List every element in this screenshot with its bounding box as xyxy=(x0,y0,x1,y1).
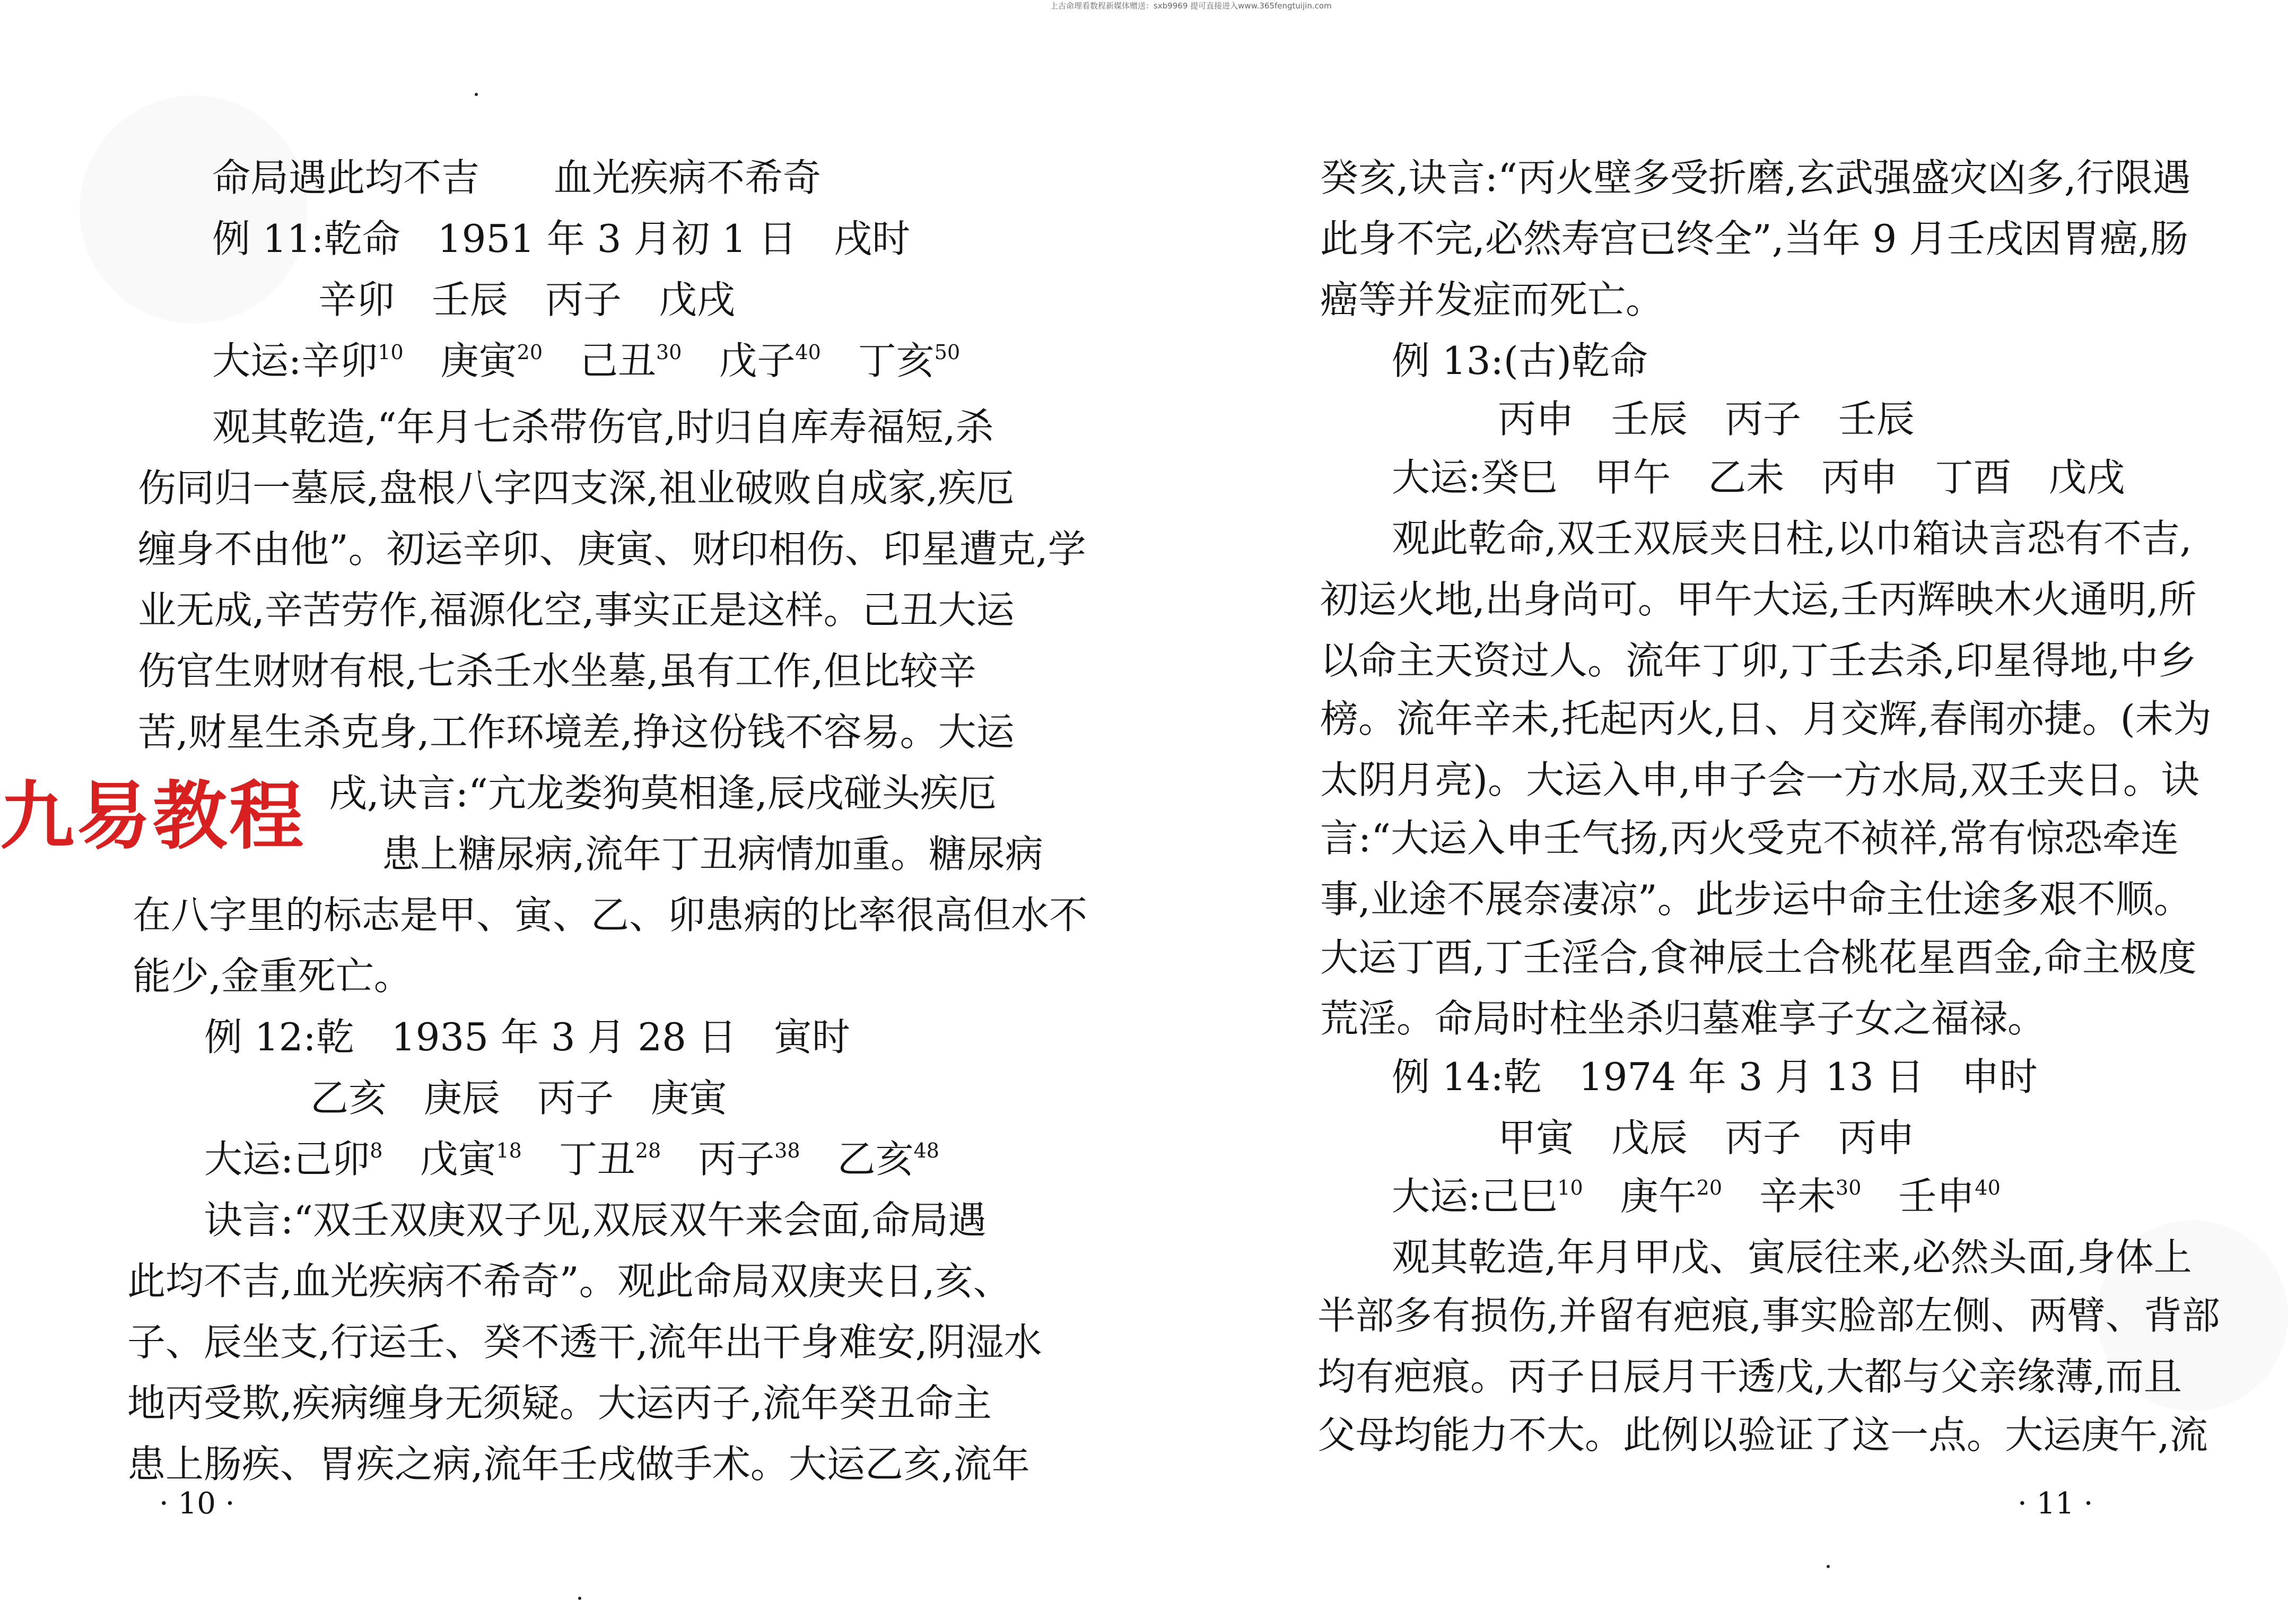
paragraph-line: 地丙受欺,疾病缠身无须疑。大运丙子,流年癸丑命主 xyxy=(127,1381,992,1425)
bazi-pillars: 乙亥 庚辰 丙子 庚寅 xyxy=(310,1076,728,1120)
speck xyxy=(578,1597,581,1600)
paragraph-line: 缠身不由他”。初运辛卯、庚寅、财印相伤、印星遭克,学 xyxy=(138,527,1086,571)
paragraph-line: 大运丁酉,丁壬淫合,食神辰土合桃花星酉金,命主极度 xyxy=(1320,935,2197,980)
paragraph-line: 均有疤痕。丙子日辰月干透戊,大都与父亲缘薄,而且 xyxy=(1317,1354,2182,1399)
paragraph-line: 观其乾造,“年月七杀带伤官,时归自库寿福短,杀 xyxy=(212,405,994,449)
paragraph-line: 患上糖尿病,流年丁丑病情加重。糖尿病 xyxy=(382,832,1043,876)
paragraph-line: 戌,诀言:“亢龙娄狗莫相逢,辰戌碰头疾厄 xyxy=(329,771,997,815)
paragraph-line: 此均不吉,血光疾病不希奇”。观此命局双庚夹日,亥、 xyxy=(127,1259,1011,1303)
paragraph-line: 荒淫。命局时柱坐杀归墓难享子女之福禄。 xyxy=(1320,996,2046,1041)
header-note: 上古命理看数程新媒体赠送：sxb9969 提可直接进入www.365fengtuijin.com xyxy=(1050,1,1332,11)
page-number: · 10 · xyxy=(159,1486,235,1521)
paragraph-line: 苦,财星生杀克身,工作环境差,挣这份钱不容易。大运 xyxy=(138,710,1015,754)
paragraph-line: 此身不完,必然寿宫已终全”,当年 9 月壬戌因胃癌,肠 xyxy=(1320,216,2189,261)
luck-cycles: 大运:己卯$^8$ 戊寅$^{18}$ 丁丑$^{28}$ 丙子$^{38}$ 乙亥$^{48}$ xyxy=(204,1137,939,1181)
paragraph-line: 榜。流年辛未,托起丙火,日、月交辉,春闱亦捷。(未为 xyxy=(1320,697,2212,741)
paragraph-line: 言:“大运入申壬气扬,丙火受克不祯祥,常有惊恐牵连 xyxy=(1320,816,2179,860)
paragraph-line: 诀言:“双壬双庚双子见,双辰双午来会面,命局遇 xyxy=(204,1198,987,1242)
paragraph-line: 太阴月亮)。大运入申,申子会一方水局,双壬夹日。诀 xyxy=(1320,758,2199,802)
paragraph-line: 能少,金重死亡。 xyxy=(133,954,412,998)
paragraph-line: 癌等并发症而死亡。 xyxy=(1320,277,1664,322)
bazi-pillars: 辛卯 壬辰 丙子 戊戌 xyxy=(318,277,736,322)
verse-line: 命局遇此均不吉 血光疾病不希奇 xyxy=(212,155,822,200)
page-number: · 11 · xyxy=(2018,1486,2093,1521)
bazi-pillars: 丙申 壬辰 丙子 壬辰 xyxy=(1498,397,1915,441)
paragraph-line: 伤同归一墓辰,盘根八字四支深,祖业破败自成家,疾厄 xyxy=(138,466,1015,510)
paragraph-line: 在八字里的标志是甲、寅、乙、卯患病的比率很高但水不 xyxy=(133,893,1088,937)
example-heading: 例 14:乾 1974 年 3 月 13 日 申时 xyxy=(1392,1055,2038,1099)
paragraph-line: 父母均能力不大。此例以验证了这一点。大运庚午,流 xyxy=(1317,1413,2208,1457)
paragraph-line: 事,业途不展奈凄凉”。此步运中命主仕途多艰不顺。 xyxy=(1320,877,2192,921)
paragraph-line: 观此乾命,双壬双辰夹日柱,以巾箱诀言恐有不吉, xyxy=(1392,516,2192,561)
speck xyxy=(475,93,478,96)
luck-cycles: 大运:己巳$^{10}$ 庚午$^{20}$ 辛未$^{30}$ 壬申$^{40}$ xyxy=(1392,1174,2001,1218)
paragraph-line: 伤官生财财有根,七杀壬水坐墓,虽有工作,但比较辛 xyxy=(138,649,976,693)
paragraph-line: 业无成,辛苦劳作,福源化空,事实正是这样。己丑大运 xyxy=(138,588,1015,632)
example-heading: 例 13:(古)乾命 xyxy=(1392,338,1648,383)
paragraph-line: 半部多有损伤,并留有疤痕,事实脸部左侧、两臂、背部 xyxy=(1317,1293,2220,1338)
paragraph-line: 初运火地,出身尚可。甲午大运,壬丙辉映木火通明,所 xyxy=(1320,577,2197,622)
paragraph-line: 观其乾造,年月甲戊、寅辰往来,必然头面,身体上 xyxy=(1392,1235,2192,1279)
speck xyxy=(1827,1565,1830,1568)
luck-cycles: 大运:癸巳 甲午 乙未 丙申 丁酉 戊戌 xyxy=(1392,455,2125,500)
example-heading: 例 11:乾命 1951 年 3 月初 1 日 戌时 xyxy=(212,216,911,261)
stamp-ghost-mark xyxy=(80,95,308,324)
bazi-pillars: 甲寅 戊辰 丙子 丙申 xyxy=(1498,1116,1915,1160)
example-heading: 例 12:乾 1935 年 3 月 28 日 寅时 xyxy=(204,1015,850,1059)
watermark-logo: 九易教程 xyxy=(0,773,306,860)
paragraph-line: 以命主天资过人。流年丁卯,丁壬去杀,印星得地,中乡 xyxy=(1320,638,2197,683)
paragraph-line: 子、辰坐支,行运壬、癸不透干,流年出干身难安,阴湿水 xyxy=(127,1320,1042,1364)
right-page xyxy=(1148,0,2296,1619)
luck-cycles: 大运:辛卯$^{10}$ 庚寅$^{20}$ 己丑$^{30}$ 戊子$^{40}$ 丁亥$^{50}$ xyxy=(212,338,961,383)
paragraph-line: 患上肠疾、胃疾之病,流年壬戌做手术。大运乙亥,流年 xyxy=(127,1442,1030,1486)
paragraph-line: 癸亥,诀言:“丙火壁多受折磨,玄武强盛灾凶多,行限遇 xyxy=(1320,155,2191,200)
